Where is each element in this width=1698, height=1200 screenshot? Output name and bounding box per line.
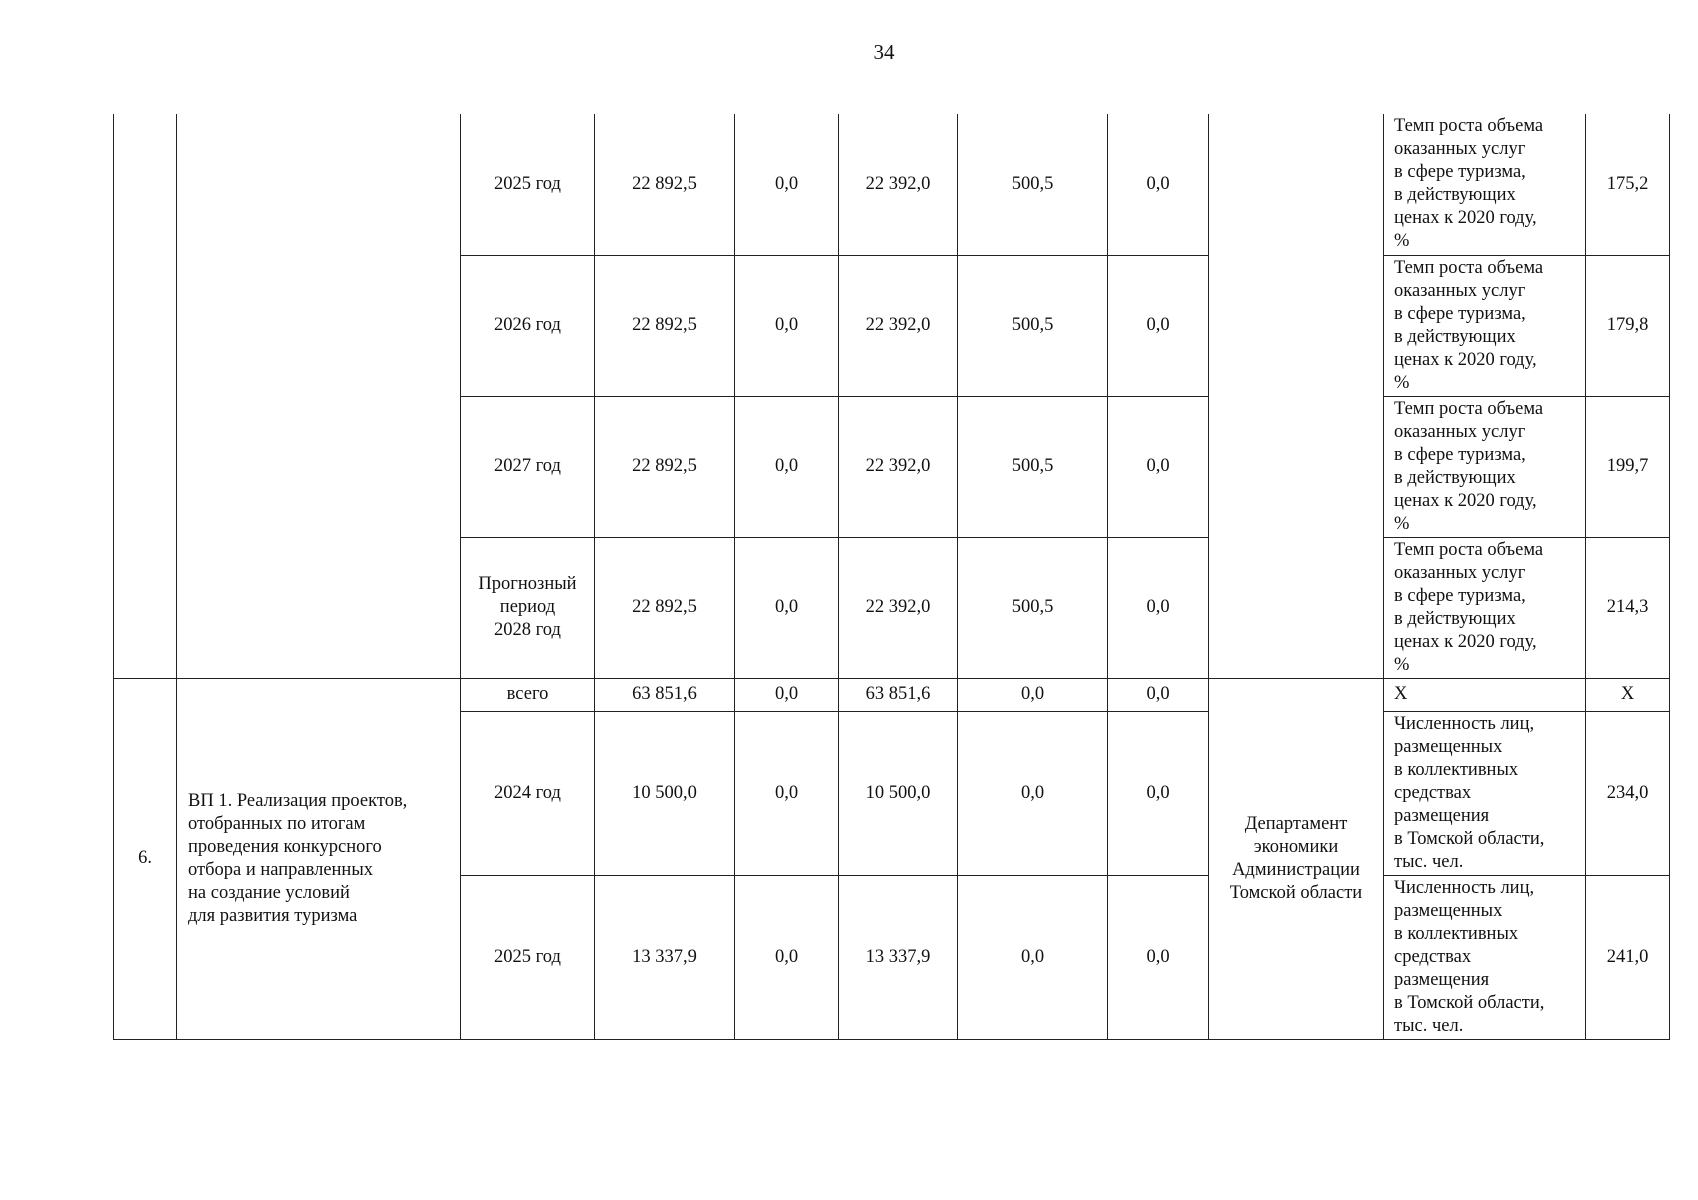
indicator-cell: Численность лиц, размещенных в коллективных средствах размещения в Томской области, тыс. чел.	[1384, 875, 1586, 1039]
period-cell: 2025 год	[461, 875, 595, 1039]
budget-table	[113, 114, 1670, 1040]
indicator-value-cell: 241,0	[1586, 875, 1670, 1039]
department-cell: Департамент экономики Администрации Томской области	[1209, 678, 1384, 1039]
item-number-cell	[114, 114, 177, 678]
federal-cell: 0,0	[735, 114, 839, 255]
indicator-cell: Численность лиц, размещенных в коллективных средствах размещения в Томской области, тыс. чел.	[1384, 711, 1586, 875]
regional-cell: 63 851,6	[839, 678, 958, 711]
period-cell: Прогнозный период 2028 год	[461, 537, 595, 678]
indicator-cell: Темп роста объема оказанных услуг в сфере туризма, в действующих ценах к 2020 году, %	[1384, 537, 1586, 678]
indicator-value-cell: 214,3	[1586, 537, 1670, 678]
regional-cell: 22 392,0	[839, 255, 958, 396]
local-cell: 0,0	[958, 711, 1108, 875]
item-name-cell	[177, 114, 461, 678]
local-cell: 500,5	[958, 114, 1108, 255]
indicator-value-cell: 234,0	[1586, 711, 1670, 875]
total-cell: 10 500,0	[595, 711, 735, 875]
item-name-cell: ВП 1. Реализация проектов, отобранных по итогам проведения конкурсного отбора и направленных на создание условий для развития туризма	[177, 678, 461, 1039]
indicator-value-cell: 199,7	[1586, 396, 1670, 537]
extra-cell: 0,0	[1108, 396, 1209, 537]
federal-cell: 0,0	[735, 711, 839, 875]
extra-cell: 0,0	[1108, 114, 1209, 255]
regional-cell: 13 337,9	[839, 875, 958, 1039]
local-cell: 0,0	[958, 678, 1108, 711]
indicator-cell: Темп роста объема оказанных услуг в сфере туризма, в действующих ценах к 2020 году, %	[1384, 255, 1586, 396]
extra-cell: 0,0	[1108, 255, 1209, 396]
indicator-value-cell: X	[1586, 678, 1670, 711]
regional-cell: 22 392,0	[839, 537, 958, 678]
indicator-cell: X	[1384, 678, 1586, 711]
indicator-cell: Темп роста объема оказанных услуг в сфере туризма, в действующих ценах к 2020 году, %	[1384, 396, 1586, 537]
extra-cell: 0,0	[1108, 537, 1209, 678]
table-row	[114, 114, 1670, 255]
department-cell	[1209, 114, 1384, 678]
table-row	[114, 678, 1670, 711]
total-cell: 22 892,5	[595, 396, 735, 537]
page-number: 34	[873, 40, 895, 64]
period-cell: 2026 год	[461, 255, 595, 396]
extra-cell: 0,0	[1108, 678, 1209, 711]
total-cell: 63 851,6	[595, 678, 735, 711]
regional-cell: 22 392,0	[839, 396, 958, 537]
regional-cell: 10 500,0	[839, 711, 958, 875]
total-cell: 13 337,9	[595, 875, 735, 1039]
local-cell: 500,5	[958, 537, 1108, 678]
federal-cell: 0,0	[735, 875, 839, 1039]
extra-cell: 0,0	[1108, 711, 1209, 875]
local-cell: 500,5	[958, 255, 1108, 396]
item-number-cell: 6.	[114, 678, 177, 1039]
federal-cell: 0,0	[735, 396, 839, 537]
indicator-value-cell: 175,2	[1586, 114, 1670, 255]
indicator-cell: Темп роста объема оказанных услуг в сфере туризма, в действующих ценах к 2020 году, %	[1384, 114, 1586, 255]
local-cell: 0,0	[958, 875, 1108, 1039]
federal-cell: 0,0	[735, 537, 839, 678]
federal-cell: 0,0	[735, 678, 839, 711]
extra-cell: 0,0	[1108, 875, 1209, 1039]
indicator-value-cell: 179,8	[1586, 255, 1670, 396]
period-cell: всего	[461, 678, 595, 711]
local-cell: 500,5	[958, 396, 1108, 537]
total-cell: 22 892,5	[595, 114, 735, 255]
period-cell: 2025 год	[461, 114, 595, 255]
total-cell: 22 892,5	[595, 255, 735, 396]
total-cell: 22 892,5	[595, 537, 735, 678]
period-cell: 2027 год	[461, 396, 595, 537]
regional-cell: 22 392,0	[839, 114, 958, 255]
federal-cell: 0,0	[735, 255, 839, 396]
period-cell: 2024 год	[461, 711, 595, 875]
